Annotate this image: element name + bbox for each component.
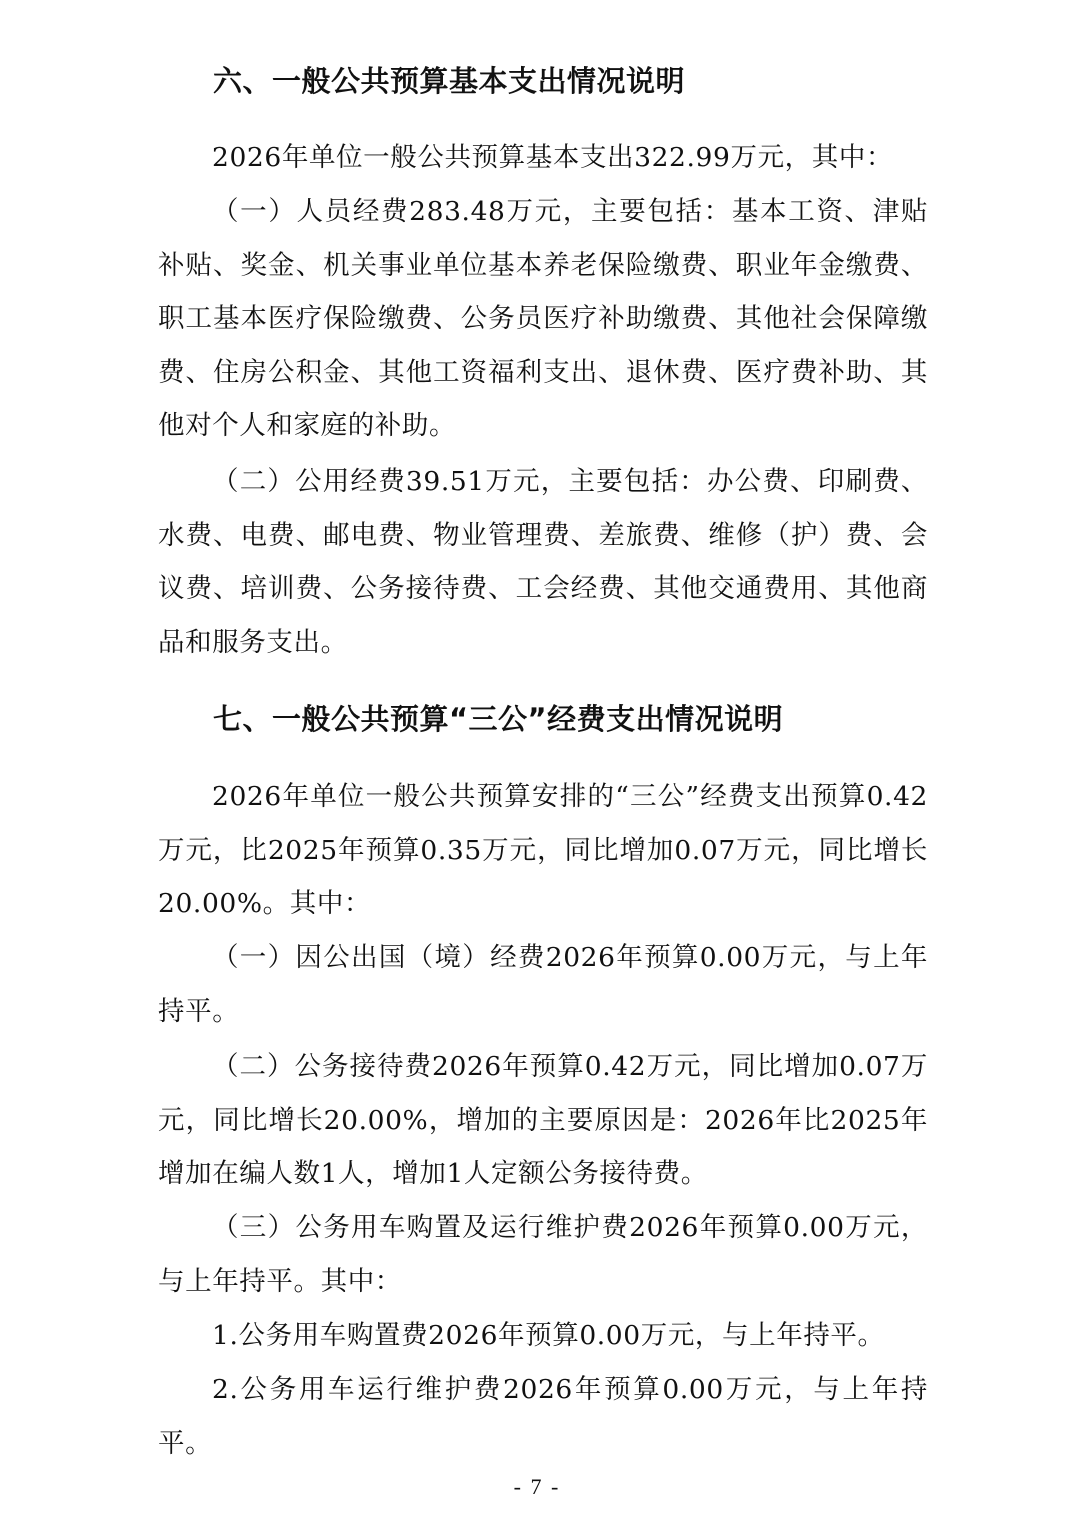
section-6-paragraph-summary: 2026年单位一般公共预算基本支出322.99万元，其中： [212, 142, 894, 173]
page-number: - 7 - [513, 1474, 561, 1499]
section-7-paragraph-overseas-travel: （一）因公出国（境）经费2026年预算0.00万元，与上年持平。 [158, 942, 928, 1027]
section-7-paragraph-summary: 2026年单位一般公共预算安排的“三公”经费支出预算0.42万元，比2025年预算0.35万元，同比增加0.07万元，同比增长20.00%。其中： [158, 781, 928, 919]
section-7-paragraph-official-vehicles: （三）公务用车购置及运行维护费2026年预算0.00万元，与上年持平。其中： [158, 1212, 928, 1297]
section-7-paragraph-vehicle-purchase: 1.公务用车购置费2026年预算0.00万元，与上年持平。 [212, 1320, 885, 1351]
section-6-paragraph-personnel-expenses: （一）人员经费283.48万元，主要包括：基本工资、津贴补贴、奖金、机关事业单位基本养老保险缴费、职业年金缴费、职工基本医疗保险缴费、公务员医疗补助缴费、其他社会保障缴费、住房公积金、其他工资福利支出、退休费、医疗费补助、其他对个人和家庭的补助。 [158, 196, 928, 441]
section-6-heading: 六、一般公共预算基本支出情况说明 [213, 64, 686, 98]
section-6-paragraph-public-expenses: （二）公用经费39.51万元，主要包括：办公费、印刷费、水费、电费、邮电费、物业管理费、差旅费、维修（护）费、会议费、培训费、公务接待费、工会经费、其他交通费用、其他商品和服务支出。 [158, 466, 928, 658]
section-7-heading: 七、一般公共预算“三公”经费支出情况说明 [213, 702, 784, 736]
section-7-paragraph-official-reception: （二）公务接待费2026年预算0.42万元，同比增加0.07万元，同比增长20.00%，增加的主要原因是：2026年比2025年增加在编人数1人，增加1人定额公务接待费。 [158, 1051, 928, 1189]
section-7-paragraph-vehicle-maintenance: 2.公务用车运行维护费2026年预算0.00万元，与上年持平。 [158, 1374, 928, 1459]
